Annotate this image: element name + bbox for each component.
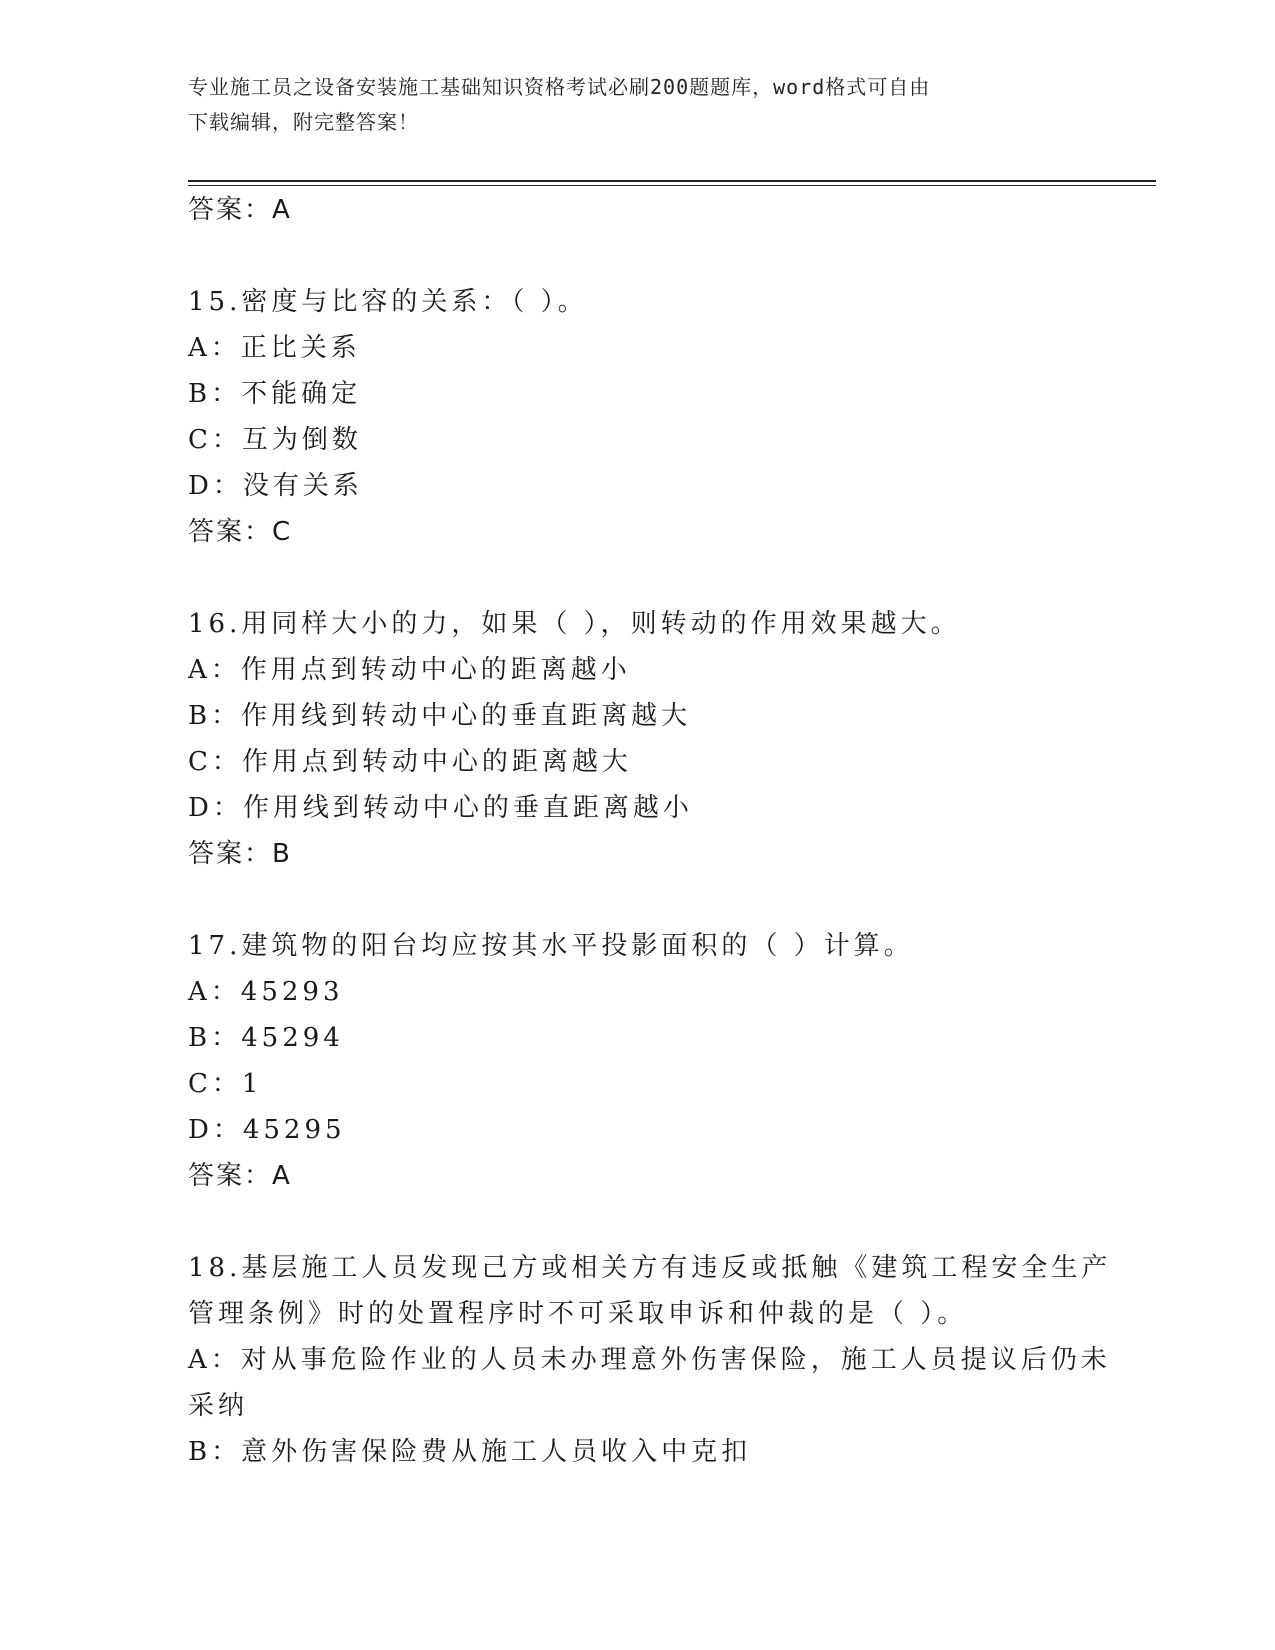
option-a: A：作用点到转动中心的距离越小 bbox=[188, 655, 631, 685]
question-stem-line-1: 18.基层施工人员发现己方或相关方有违反或抵触《建筑工程安全生产 bbox=[188, 1253, 1112, 1283]
question-17 bbox=[188, 923, 1088, 1199]
question-15 bbox=[188, 279, 1088, 555]
answer: 答案：A bbox=[188, 1161, 292, 1191]
spacer bbox=[188, 233, 1088, 279]
question-stem: 16.用同样大小的力，如果（ ），则转动的作用效果越大。 bbox=[188, 609, 961, 639]
option-a-line-1: A：对从事危险作业的人员未办理意外伤害保险，施工人员提议后仍未 bbox=[188, 1345, 1111, 1375]
spacer bbox=[188, 1199, 1088, 1245]
option-b: B：不能确定 bbox=[188, 379, 362, 409]
question-list bbox=[188, 187, 1112, 1475]
option-a: A：正比关系 bbox=[188, 333, 361, 363]
document-header bbox=[188, 70, 1068, 140]
option-c: C：互为倒数 bbox=[188, 425, 362, 455]
spacer bbox=[188, 877, 1088, 923]
answer: 答案：B bbox=[188, 839, 292, 869]
question-stem-line-2: 管理条例》时的处置程序时不可采取申诉和仲裁的是（ ）。 bbox=[188, 1299, 968, 1329]
spacer bbox=[188, 555, 1088, 601]
answer: 答案：C bbox=[188, 517, 293, 547]
question-stem: 17.建筑物的阳台均应按其水平投影面积的（ ）计算。 bbox=[188, 931, 914, 961]
option-b: B：45294 bbox=[188, 1023, 344, 1053]
header-title-line-1: 专业施工员之设备安装施工基础知识资格考试必刷200题题库，word格式可自由 bbox=[188, 75, 931, 99]
option-a: A：45293 bbox=[188, 977, 344, 1007]
option-a-line-2: 采纳 bbox=[188, 1391, 249, 1421]
header-divider-thick bbox=[188, 180, 1156, 182]
question-16 bbox=[188, 601, 1088, 877]
header-divider-thin bbox=[188, 185, 1156, 186]
question-stem: 15.密度与比容的关系：（ ）。 bbox=[188, 287, 588, 317]
header-title-line-2: 下载编辑，附完整答案！ bbox=[188, 110, 419, 134]
option-c: C：1 bbox=[188, 1069, 263, 1099]
option-c: C：作用点到转动中心的距离越大 bbox=[188, 747, 632, 777]
option-b: B：作用线到转动中心的垂直距离越大 bbox=[188, 701, 692, 731]
option-b: B：意外伤害保险费从施工人员收入中克扣 bbox=[188, 1437, 752, 1467]
question-18 bbox=[188, 1245, 1112, 1475]
answer-q14: 答案：A bbox=[188, 195, 292, 225]
option-d: D：45295 bbox=[188, 1115, 346, 1145]
option-d: D：没有关系 bbox=[188, 471, 363, 501]
option-d: D：作用线到转动中心的垂直距离越小 bbox=[188, 793, 693, 823]
